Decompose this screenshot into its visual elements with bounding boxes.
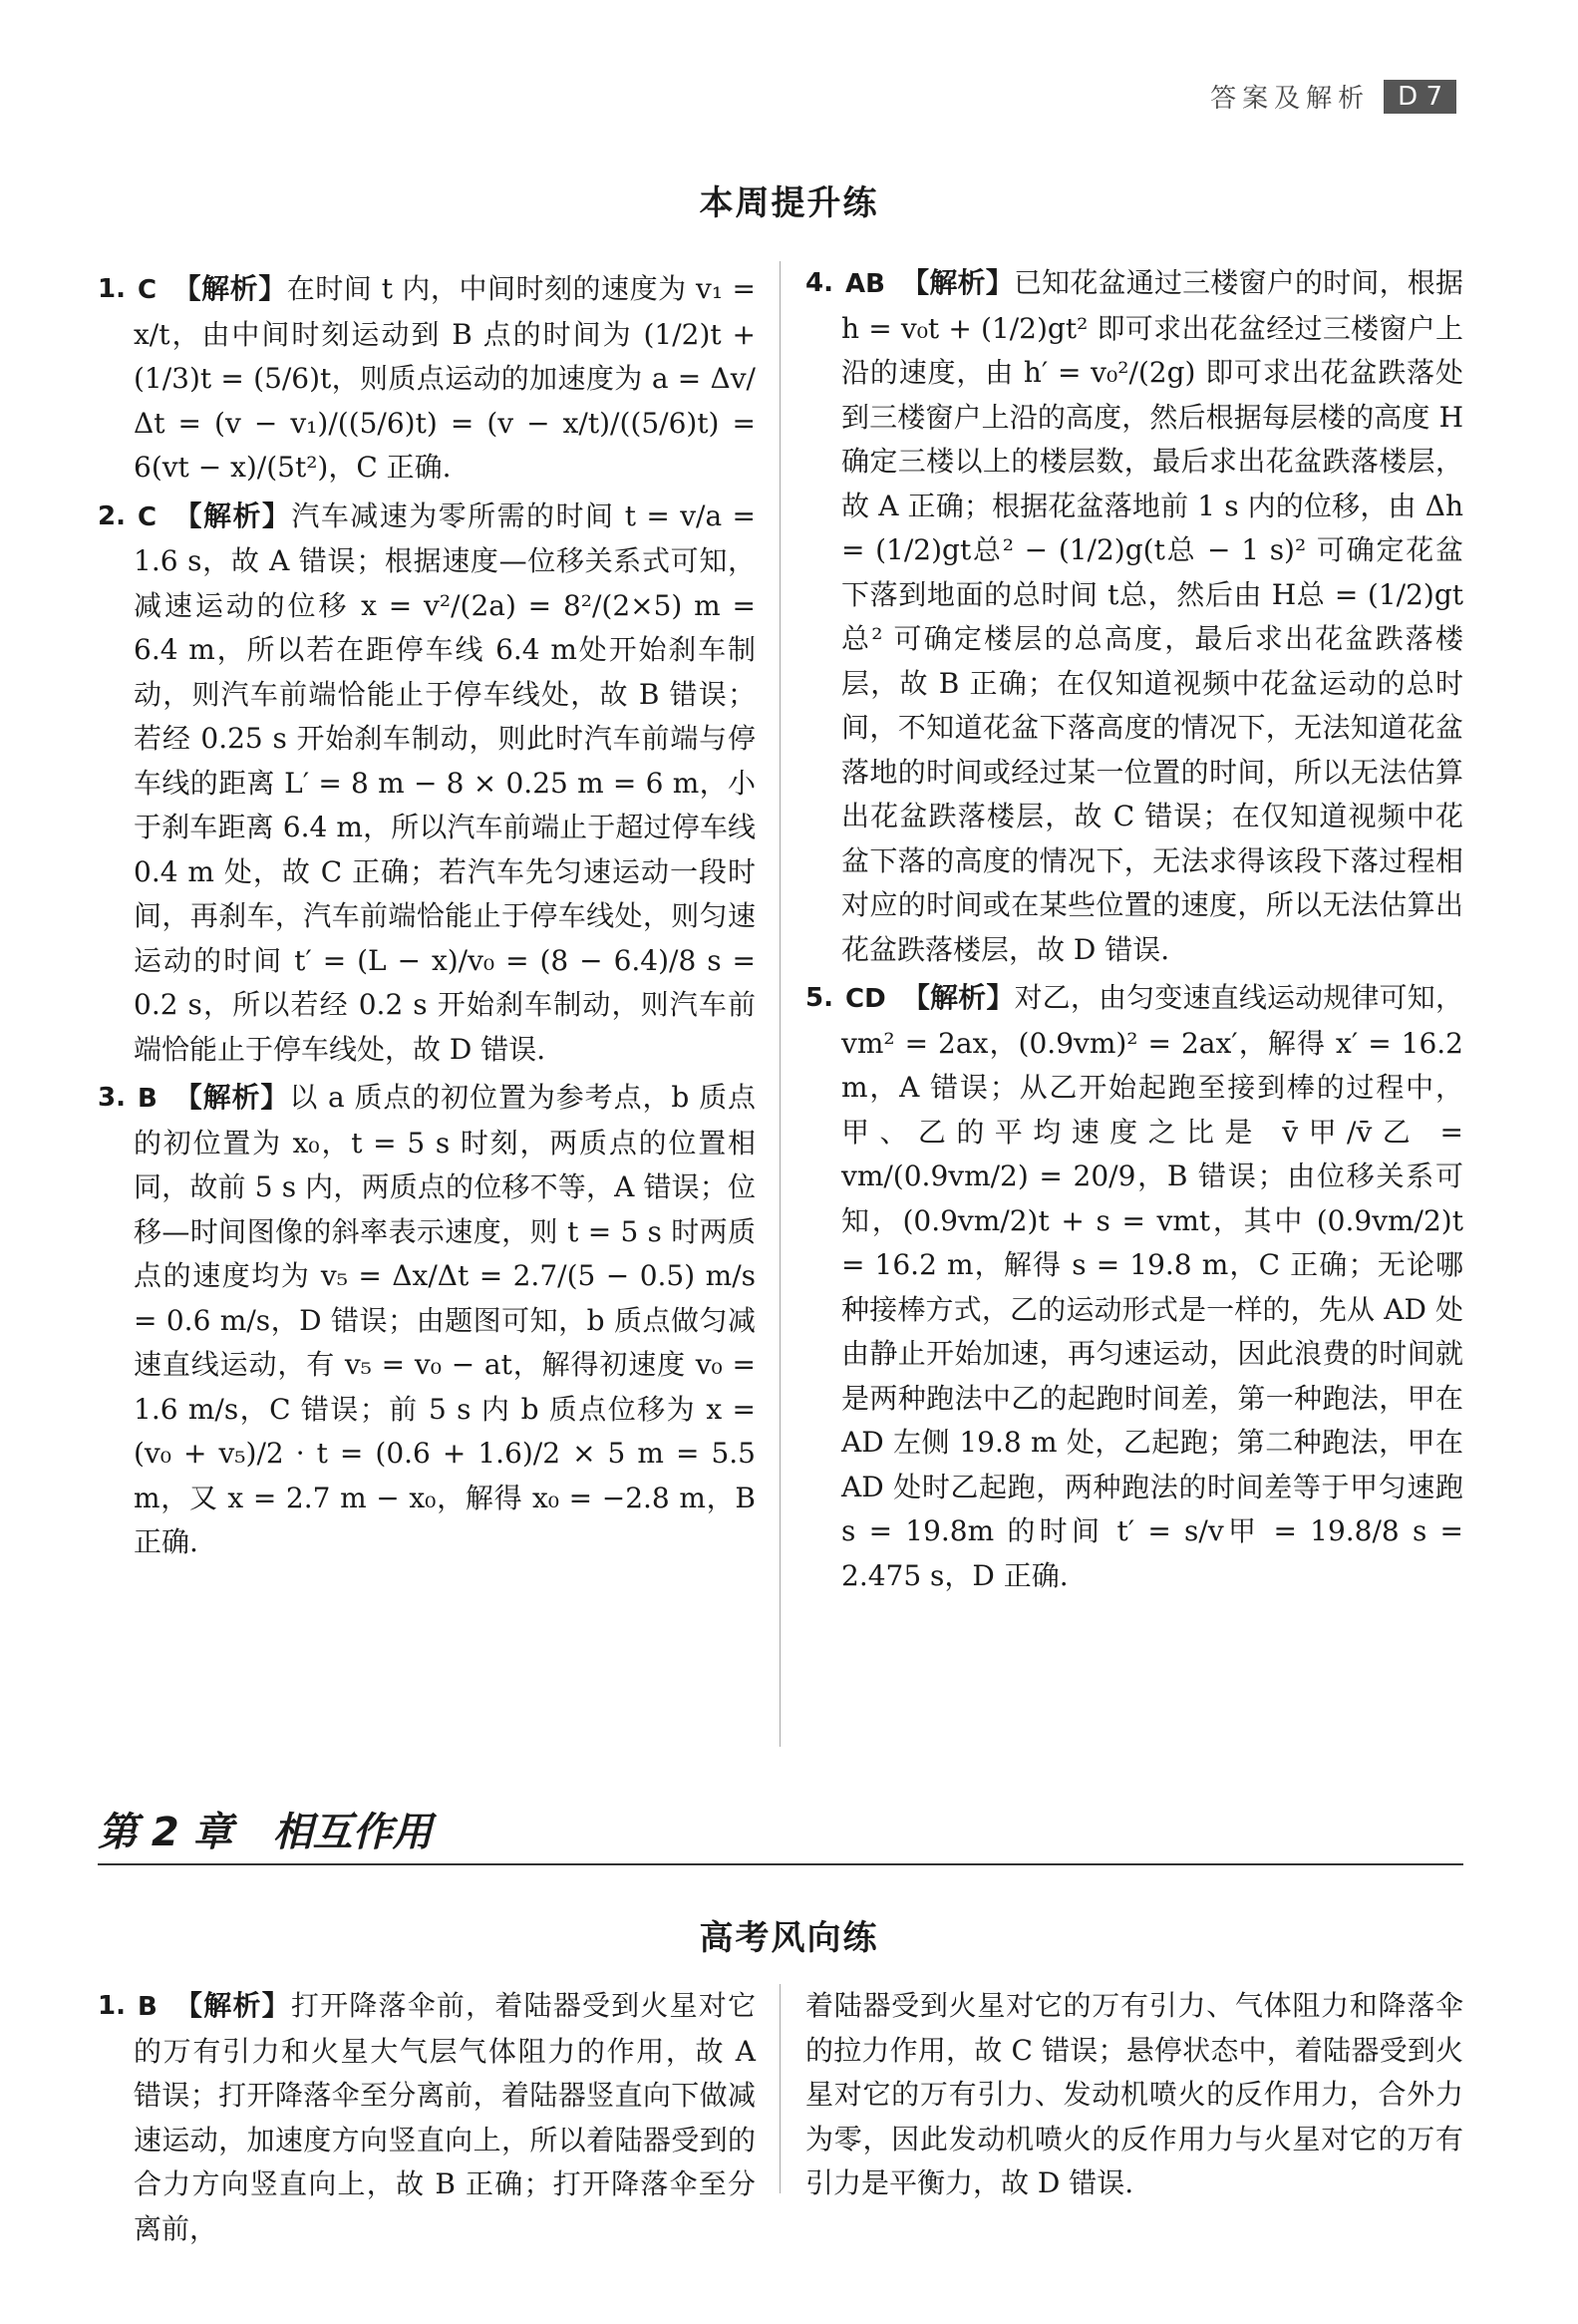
left-column-2 [98,1984,756,2255]
analysis-tag: 【解析】 [172,498,292,532]
item-answer: C [138,275,158,305]
item-text: 汽车减速为零所需的时间 t = v/a = 1.6 s，故 A 错误；根据速度—位移关系式可知，减速运动的位移 x = v²/(2a) = 8²/(2×5) m = 6.4 m，所以若在距停车线 6.4 m处开始刹车制动，则汽车前端恰能止于停车线处，故 B 错误；若经 0.25 s 开始刹车制动，则此时汽车前端与停车线的距离 L′ = 8 m − 8 × 0.25 m = 6 m，小于刹车距离 6.4 m，所以汽车前端止于超过停车线 0.4 m 处，故 C 正确；若汽车先匀速运动一段时间，再刹车，汽车前端恰能止于停车线处，则匀速运动的时间 t′ = (L − x)/v₀ = (8 − 6.4)/8 s = 0.2 s，所以若经 0.2 s 开始刹车制动，则汽车前端恰能止于停车线处，故 D 错误. [134,498,756,1066]
answer-item-3 [98,1076,756,1565]
item-answer: B [138,1992,158,2022]
answer-item-ch2-1 [98,1984,756,2251]
section-title: 本周提升练 [699,183,879,223]
header-title: 答案及解析 [1210,84,1371,114]
page-header [1210,78,1456,115]
item-answer: B [138,1084,158,1114]
item-number: 3. [98,1083,126,1113]
item-text: 对乙，由匀变速直线运动规律可知，vm² = 2ax，(0.9vm)² = 2ax′，解得 x′ = 16.2 m，A 错误；从乙开始起跑至接到棒的过程中，甲、乙的平均速度之比是 v̄甲/v̄乙 = vm/(0.9vm/2) = 20/9，B 错误；由位移关系可知，(0.9vm/2)t + s = vmt，其中 (0.9vm/2)t = 16.2 m，解得 s = 19.8 m，C 正确；无论哪种接棒方式，乙的运动形式是一样的，先从 AD 处由静止开始加速，再匀速运动，因此浪费的时间就是两种跑法中乙的起跑时间差，第一种跑法，甲在 AD 左侧 19.8 m 处，乙起跑；第二种跑法，甲在 AD 处时乙起跑，两种跑法的时间差等于甲匀速跑 s = 19.8m 的时间 t′ = s/v甲 = 19.8/8 s = 2.475 s，D 正确. [841,981,1463,1592]
answer-item-5 [805,976,1463,1598]
analysis-tag: 【解析】 [901,981,1015,1014]
column-divider [780,261,781,1747]
item-answer: CD [845,984,886,1014]
item-number: 1. [98,274,126,304]
analysis-tag: 【解析】 [900,266,1014,299]
item-answer: AB [845,269,885,299]
analysis-tag: 【解析】 [172,272,287,305]
chapter-heading [98,1801,1463,1865]
column-divider-2 [780,1984,781,2193]
left-column [98,267,756,1569]
page-number-badge: D 7 [1384,80,1456,114]
right-column [805,261,1463,1602]
item-text: 在时间 t 内，中间时刻的速度为 v₁ = x/t，由中间时刻运动到 B 点的时间为 (1/2)t + (1/3)t = (5/6)t，则质点运动的加速度为 a = Δv/Δt = (v − v₁)/((5/6)t) = (v − x/t)/((5/6)t) = 6(vt − x)/(5t²)，C 正确. [134,272,756,484]
item-number: 5. [805,983,833,1013]
analysis-tag: 【解析】 [172,1081,290,1114]
item-text: 以 a 质点的初位置为参考点，b 质点的初位置为 x₀，t = 5 s 时刻，两质点的位置相同，故前 5 s 内，两质点的位移不等，A 错误；位移—时间图像的斜率表示速度，则 t = 5 s 时两质点的速度均为 v₅ = Δx/Δt = 2.7/(5 − 0.5) m/s = 0.6 m/s，D 错误；由题图可知，b 质点做匀减速直线运动，有 v₅ = v₀ − at，解得初速度 v₀ = 1.6 m/s，C 错误；前 5 s 内 b 质点位移为 x = (v₀ + v₅)/2 · t = (0.6 + 1.6)/2 × 5 m = 5.5 m，又 x = 2.7 m − x₀，解得 x₀ = −2.8 m，B 正确. [134,1081,756,1558]
right-column-2 [805,1984,1463,2206]
item-text-continued: 着陆器受到火星对它的万有引力、气体阻力和降落伞的拉力作用，故 C 错误；悬停状态中，着陆器受到火星对它的万有引力、发动机喷火的反作用力，合外力为零，因此发动机喷火的反作用力与火星对它的万有引力是平衡力，故 D 错误. [805,1989,1463,2199]
answer-item-4 [805,261,1463,972]
item-number: 4. [805,268,833,298]
answer-item-2 [98,495,756,1073]
answer-item-1 [98,267,756,491]
item-number: 2. [98,500,126,531]
analysis-tag: 【解析】 [172,1989,291,2022]
chapter-title: 第 2 章 相互作用 [98,1810,433,1855]
item-answer: C [138,501,158,532]
item-number: 1. [98,1991,126,2021]
section-title-2: 高考风向练 [699,1918,879,1958]
item-text: 已知花盆通过三楼窗户的时间，根据 h = v₀t + (1/2)gt² 即可求出花盆经过三楼窗户上沿的速度，由 h′ = v₀²/(2g) 即可求出花盆跌落处到三楼窗户上沿的高度，然后根据每层楼的高度 H 确定三楼以上的楼层数，最后求出花盆跌落楼层，故 A 正确；根据花盆落地前 1 s 内的位移，由 Δh = (1/2)gt总² − (1/2)g(t总 − 1 s)² 可确定花盆下落到地面的总时间 t总，然后由 H总 = (1/2)gt总² 可确定楼层的总高度，最后求出花盆跌落楼层，故 B 正确；在仅知道视频中花盆运动的总时间，不知道花盆下落高度的情况下，无法知道花盆落地的时间或经过某一位置的时间，所以无法估算出花盆跌落楼层，故 C 错误；在仅知道视频中花盆下落的高度的情况下，无法求得该段下落过程相对应的时间或在某些位置的速度，所以无法估算出花盆跌落楼层，故 D 错误. [841,266,1463,966]
item-text: 打开降落伞前，着陆器受到火星对它的万有引力和火星大气层气体阻力的作用，故 A 错误；打开降落伞至分离前，着陆器竖直向下做减速运动，加速度方向竖直向上，所以着陆器受到的合力方向竖直向上，故 B 正确；打开降落伞至分离前， [134,1989,756,2245]
